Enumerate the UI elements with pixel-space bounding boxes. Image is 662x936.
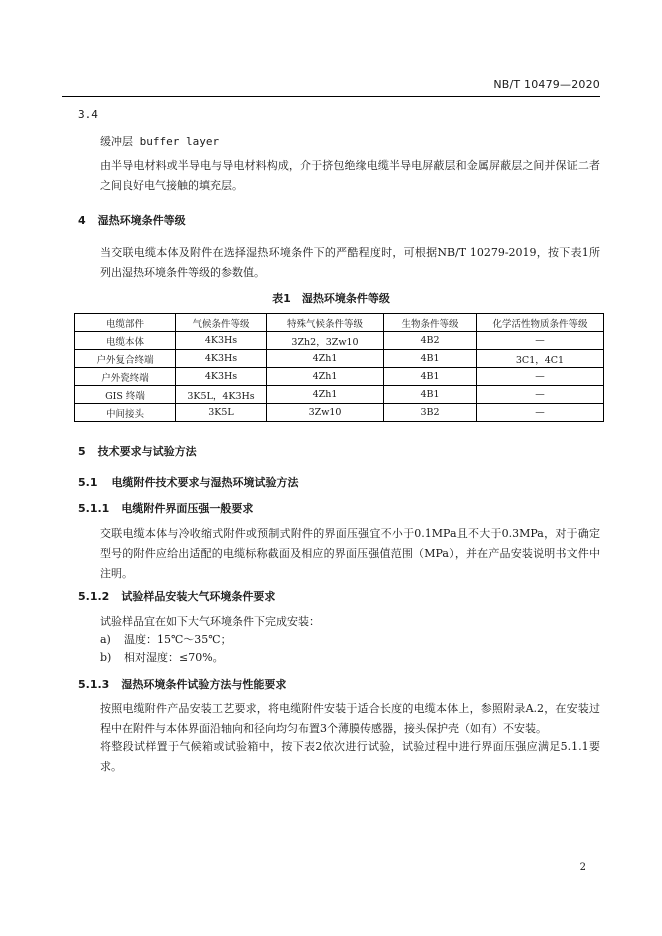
table-cell: 4Zh1 xyxy=(267,386,384,404)
table-header-cell: 生物条件等级 xyxy=(384,314,477,332)
table-header-cell: 化学活性物质条件等级 xyxy=(477,314,604,332)
table-cell: 4K3Hs xyxy=(176,332,267,350)
section-5-1-3-title: 湿热环境条件试验方法与性能要求 xyxy=(121,678,287,691)
table-cell: 3C1，4C1 xyxy=(477,350,604,368)
section-5-1-2-title: 试验样品安装大气环境条件要求 xyxy=(121,590,276,603)
section-5-number: 5 xyxy=(78,445,86,458)
table-cell: — xyxy=(477,368,604,386)
term-definition xyxy=(78,156,600,196)
table-cell: 3B2 xyxy=(384,404,477,422)
section-4-heading xyxy=(78,212,186,228)
section-5-1-2-number: 5.1.2 xyxy=(78,590,110,603)
section-5-1-3-text-1: 按照电缆附件产品安装工艺要求，将电缆附件安装于适合长度的电缆本体上，参照附录A.2，在安装过程中在附件与本体界面沿轴向和径向均匀布置3个薄膜传感器，接头保护壳（如有）不安装。 xyxy=(100,702,600,735)
table-cell: 3K5L xyxy=(176,404,267,422)
section-4-title: 湿热环境条件等级 xyxy=(97,214,186,227)
table-cell: 3Zh2，3Zw10 xyxy=(267,332,384,350)
term-number: 3.4 xyxy=(78,108,98,121)
section-5-1-2-intro: 试验样品宜在如下大气环境条件下完成安装： xyxy=(100,615,320,628)
standard-number: NB/T 10479—2020 xyxy=(493,78,600,91)
section-4-text: 当交联电缆本体及附件在选择湿热环境条件下的严酷程度时，可根据NB/T 10279-2019，按下表1所列出湿热环境条件等级的参数值。 xyxy=(100,246,600,279)
table-cell: 中间接头 xyxy=(75,404,176,422)
table-1 xyxy=(74,313,604,422)
section-5-title: 技术要求与试验方法 xyxy=(97,445,197,458)
section-5-1-1-paragraph xyxy=(78,524,600,584)
section-5-1-3-paragraph-1 xyxy=(78,699,600,739)
list-item xyxy=(100,648,224,668)
table-header-cell: 气候条件等级 xyxy=(176,314,267,332)
section-5-heading xyxy=(78,443,197,459)
table-cell: 3K5L，4K3Hs xyxy=(176,386,267,404)
section-5-1-3-heading xyxy=(78,676,286,692)
term-title: 缓冲层 buffer layer xyxy=(100,135,220,148)
table-cell: GIS 终端 xyxy=(75,386,176,404)
section-4-paragraph xyxy=(78,243,600,283)
table-row xyxy=(75,368,604,386)
table-1-caption: 表1 湿热环境条件等级 xyxy=(272,292,390,305)
table-cell: 4Zh1 xyxy=(267,350,384,368)
table-header-row xyxy=(75,314,604,332)
table-cell: 4Zh1 xyxy=(267,368,384,386)
list-item-label: b) xyxy=(100,651,112,664)
table-cell: 4B1 xyxy=(384,386,477,404)
table-cell: 户外瓷终端 xyxy=(75,368,176,386)
table-row xyxy=(75,404,604,422)
section-5-1-1-number: 5.1.1 xyxy=(78,502,110,515)
section-5-1-3-number: 5.1.3 xyxy=(78,678,110,691)
header-rule xyxy=(62,96,600,97)
table-cell: 4B1 xyxy=(384,350,477,368)
term-definition-text: 由半导电材料或半导电与导电材料构成，介于挤包绝缘电缆半导电屏蔽层和金属屏蔽层之间并保证二者之间良好电气接触的填充层。 xyxy=(100,159,600,192)
list-item-label: a) xyxy=(100,633,111,646)
table-cell: — xyxy=(477,332,604,350)
table-cell: 4K3Hs xyxy=(176,350,267,368)
table-row xyxy=(75,386,604,404)
page-number: 2 xyxy=(579,862,586,873)
section-5-1-number: 5.1 xyxy=(78,476,98,489)
table-cell: 4B2 xyxy=(384,332,477,350)
section-5-1-3-paragraph-2 xyxy=(78,737,600,777)
table-header-cell: 电缆部件 xyxy=(75,314,176,332)
list-item xyxy=(100,630,232,650)
section-5-1-1-text: 交联电缆本体与冷收缩式附件或预制式附件的界面压强宜不小于0.1MPa且不大于0.3MPa，对于确定型号的附件应给出适配的电缆标称截面及相应的界面压强值范围（MPa），并在产品安装说明书文件中注明。 xyxy=(100,527,600,580)
section-5-1-heading xyxy=(78,474,299,490)
table-cell: — xyxy=(477,386,604,404)
table-row xyxy=(75,350,604,368)
table-header-cell: 特殊气候条件等级 xyxy=(267,314,384,332)
table-cell: — xyxy=(477,404,604,422)
section-5-1-1-heading xyxy=(78,500,253,516)
section-5-1-2-heading xyxy=(78,588,275,604)
list-item-text: 温度：15℃～35℃； xyxy=(124,633,232,646)
list-item-text: 相对湿度：≤70%。 xyxy=(124,651,224,664)
section-5-1-3-text-2: 将整段试样置于气候箱或试验箱中，按下表2依次进行试验，试验过程中进行界面压强应满足5.1.1要求。 xyxy=(100,740,600,773)
section-5-1-title: 电缆附件技术要求与湿热环境试验方法 xyxy=(111,476,299,489)
table-cell: 3Zw10 xyxy=(267,404,384,422)
section-5-1-1-title: 电缆附件界面压强一般要求 xyxy=(121,502,254,515)
table-row xyxy=(75,332,604,350)
section-4-number: 4 xyxy=(78,214,86,227)
table-cell: 4K3Hs xyxy=(176,368,267,386)
table-cell: 电缆本体 xyxy=(75,332,176,350)
table-cell: 户外复合终端 xyxy=(75,350,176,368)
table-cell: 4B1 xyxy=(384,368,477,386)
